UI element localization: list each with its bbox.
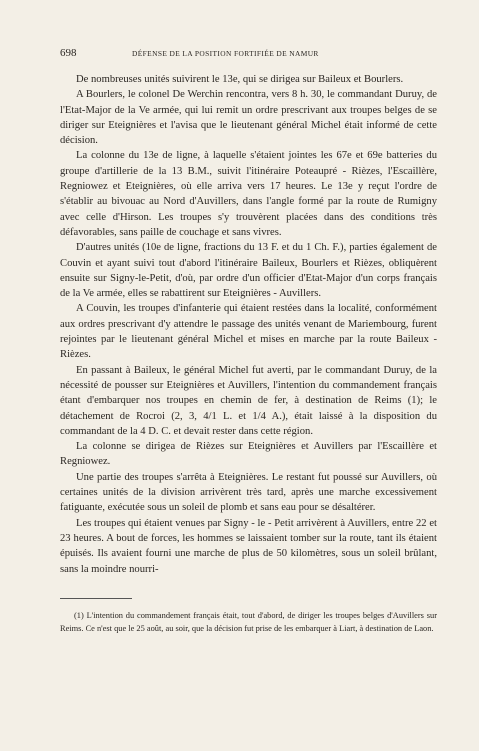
page-number: 698 [60,47,77,59]
paragraph: Une partie des troupes s'arrêta à Eteignières. Le restant fut poussé sur Auvillers, où certaines unités de la division arrivèrent très tard, après une marche excessivement fatiguante, exécutée sous un soleil de plomb et sans eau pour se désaltérer. [60,471,437,514]
paragraph: A Bourlers, le colonel De Werchin rencontra, vers 8 h. 30, le commandant Duruy, de l'Etat-Major de la Ve armée, qui lui remit un ordre prescrivant aux troupes belges de se diriger sur Eteignières et l'avisa que le lieutenant général Michel était informé de cette décision. [60,89,437,147]
paragraph: La colonne se dirigea de Rièzes sur Eteignières et Auvillers par l'Escaillère et Regniowez. [60,441,437,468]
paragraph: Les troupes qui étaient venues par Signy - le - Petit arrivèrent à Auvillers, entre 22 et 23 heures. A bout de forces, les hommes se laissaient tomber sur la route, tant ils étaient épuisés. Ils avaient fourni une marche de plus de 50 kilomètres, sous un soleil brûlant, sans la moindre nourri- [60,517,437,575]
paragraph: La colonne du 13e de ligne, à laquelle s'étaient jointes les 67e et 69e batteries du groupe d'artillerie de la 13 B.M., suivit l'itinéraire Poteaupré - Rièzes, l'Escaillère, Regniowez et Eteignières, où elle arriva vers 17 heures. Le 13e y reçut l'ordre de s'établir au bivouac au Nord d'Auvillers, dans l'angle formé par la route de Rumigny avec celle d'Hirson. Les troupes s'y trouvèrent placées dans des conditions très défavorables, sans paille de couchage et sans vivres. [60,150,437,238]
paragraph: A Couvin, les troupes d'infanterie qui étaient restées dans la localité, conformément aux ordres prescrivant d'y attendre le passage des unités venant de Mariembourg, furent rejointes par le lieutenant général Michel et mises en marche par la route Baileux - Rièzes. [60,303,437,361]
running-title: DÉFENSE DE LA POSITION FORTIFIÉE DE NAMUR [132,49,319,58]
footnote-text: (1) L'intention du commandement français était, tout d'abord, de diriger les troupes belges d'Auvillers sur Reims. Ce n'est que le 25 août, au soir, que la décision fut prise de les embarquer à Liart, à destination de Laon. [60,611,437,633]
footnote-separator [60,598,132,599]
page-header [60,46,437,60]
footnote [60,609,437,635]
paragraph: De nombreuses unités suivirent le 13e, qui se dirigea sur Baileux et Bourlers. [76,74,404,85]
paragraph: D'autres unités (10e de ligne, fractions du 13 F. et du 1 Ch. F.), parties également de Couvin et ayant suivi tout d'abord l'itinéraire Baileux, Bourlers et Rièzes, obliquèrent ensuite sur Signy-le-Petit, d'où, par ordre d'un officier d'Etat-Major d'un corps français de la Ve armée, elles se rabattirent sur Eteignières - Auvillers. [60,242,437,300]
paragraph: En passant à Baileux, le général Michel fut averti, par le commandant Duruy, de la nécessité de pousser sur Eteignières et Auvillers, l'intention du commandement français étant d'embarquer nos troupes en chemin de fer, à destination de Reims (1); le détachement de Rocroi (2, 3, 4/1 L. et 1/4 A.), était laissé à la disposition du commandant de la 4 D. C. et devait rester dans cette région. [60,364,437,437]
body-text [60,72,437,577]
